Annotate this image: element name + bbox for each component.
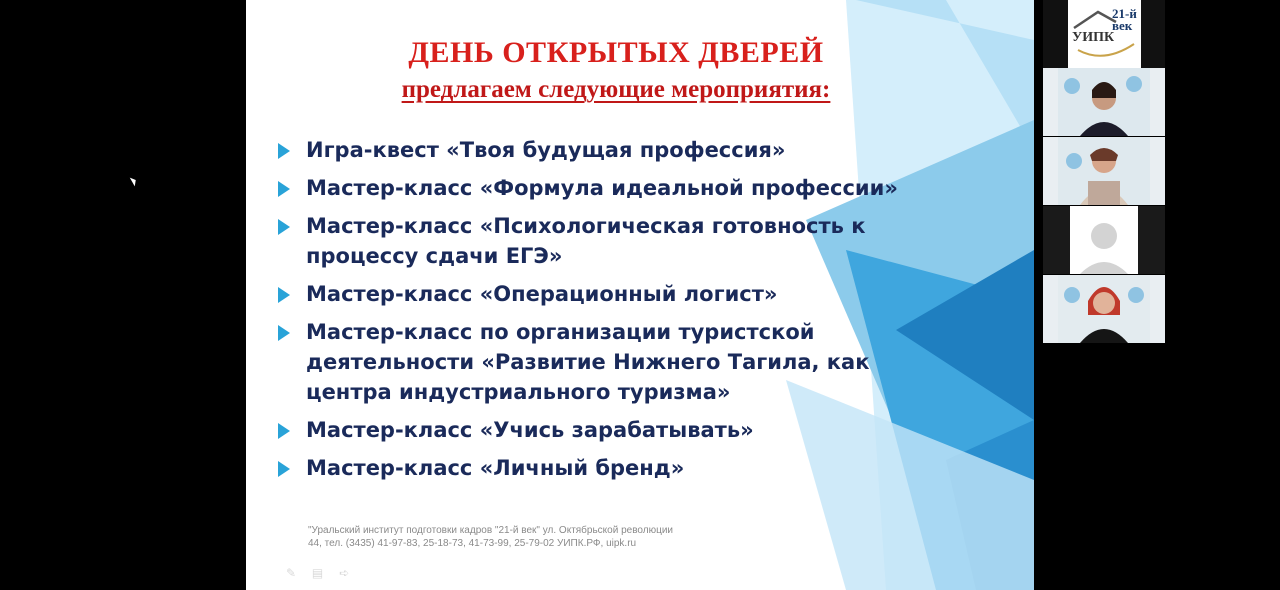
uipk-logo — [1068, 0, 1141, 68]
slide-footer — [308, 524, 708, 550]
list-item: Мастер-класс «Формула идеальной профессии» — [278, 173, 918, 203]
slide-nav-controls — [286, 566, 361, 580]
footer-line: "Уральский институт подготовки кадров "21-й век" ул. Октябрьской революции — [308, 525, 673, 536]
video-tile-participant-2[interactable] — [1043, 137, 1165, 205]
triangle-bullet-icon — [278, 287, 290, 303]
triangle-bullet-icon — [278, 219, 290, 235]
mouse-cursor-icon — [130, 176, 138, 187]
activity-list — [278, 135, 918, 491]
triangle-bullet-icon — [278, 143, 290, 159]
list-item: Мастер-класс «Личный бренд» — [278, 453, 918, 483]
triangle-bullet-icon — [278, 325, 290, 341]
triangle-bullet-icon — [278, 423, 290, 439]
logo-text: УИПК — [1072, 30, 1115, 45]
list-item: Игра-квест «Твоя будущая профессия» — [278, 135, 918, 165]
video-tile-participant-3[interactable] — [1043, 206, 1165, 274]
triangle-bullet-icon — [278, 461, 290, 477]
list-item: Мастер-класс «Операционный логист» — [278, 279, 918, 309]
next-slide-icon[interactable]: ➪ — [339, 566, 350, 580]
list-item: Мастер-класс «Психологическая готовность к процессу сдачи ЕГЭ» — [278, 211, 918, 271]
triangle-bullet-icon — [278, 181, 290, 197]
participant-2-video-icon — [1058, 137, 1150, 205]
participant-1-video-icon — [1058, 68, 1150, 136]
video-tile-participant-4[interactable] — [1043, 275, 1165, 343]
pen-tool-icon[interactable]: ✎ — [286, 566, 297, 580]
list-item: Мастер-класс по организации туристской деятельности «Развитие Нижнего Тагила, как центра индустриального туризма» — [278, 317, 918, 407]
avatar-placeholder-icon — [1070, 206, 1138, 274]
slide-subtitle: предлагаем следующие мероприятия: — [401, 76, 831, 103]
list-item: Мастер-класс «Учись зарабатывать» — [278, 415, 918, 445]
footer-line: 44, тел. (3435) 41-97-83, 25-18-73, 41-73-99, 25-79-02 УИПК.РФ, uipk.ru — [308, 538, 637, 549]
video-tile-logo[interactable] — [1043, 0, 1165, 68]
participant-4-video-icon — [1058, 275, 1150, 343]
video-tile-participant-1[interactable] — [1043, 68, 1165, 136]
logo-badge: 21-й век — [1112, 6, 1137, 33]
presentation-slide — [246, 0, 1034, 590]
slides-menu-icon[interactable]: ▤ — [311, 566, 324, 580]
slide-title: ДЕНЬ ОТКРЫТЫХ ДВЕРЕЙ — [408, 36, 824, 69]
